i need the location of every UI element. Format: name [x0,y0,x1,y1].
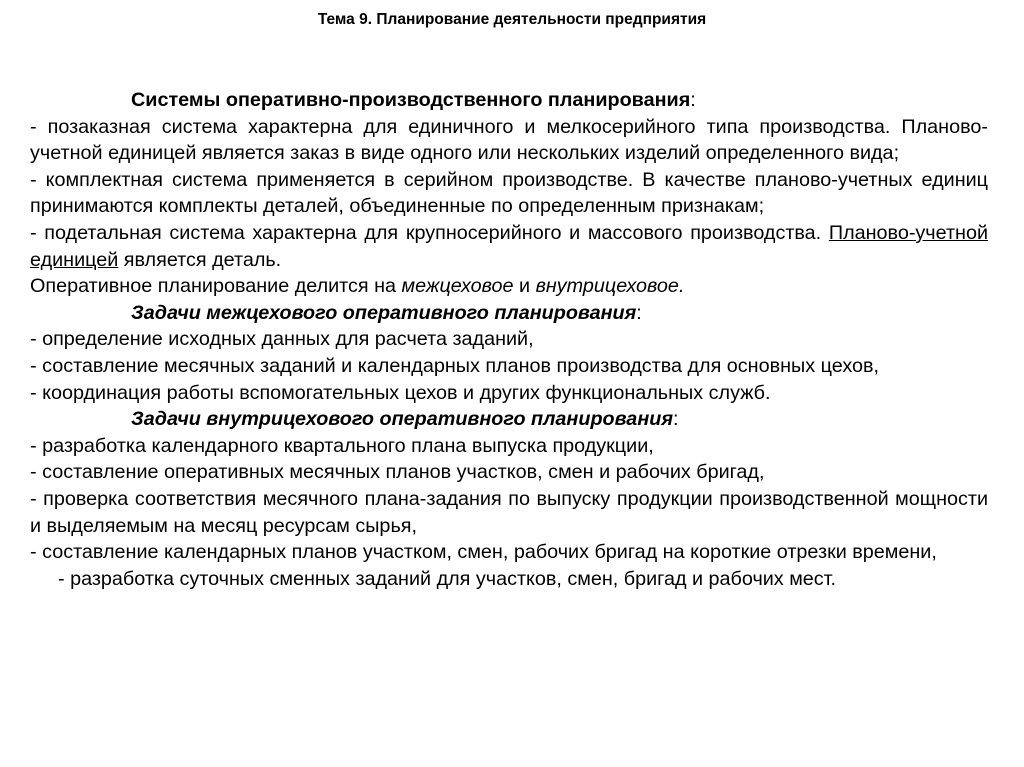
intrashop-item: - проверка соответствия месячного плана-задания по выпуску продукции производственной мощности и выделяемым на месяц ресурсам сырья, [30,487,988,537]
systems-item-complect: - комплектная система применяется в серийном производстве. В качестве планово-учетных единиц принимаются комплекты деталей, объединенные по определенным признакам; [30,168,988,218]
intershop-item: - определение исходных данных для расчета заданий, [30,328,534,351]
systems-item-detail-underlined: Планово-учетной единицей [30,221,988,271]
division-text-start: Оперативное планирование делится на [30,275,402,298]
systems-item-detail-end: является деталь. [118,248,282,271]
division-term-intershop: межцеховое [401,275,514,298]
intrashop-item: - составление оперативных месячных планов участков, смен и рабочих бригад, [30,461,765,484]
intershop-heading-colon: : [636,301,642,324]
content-body [30,87,988,592]
intrashop-heading-colon: : [673,408,679,431]
intershop-heading-text: Задачи межцехового оперативного планирования [131,301,637,324]
intrashop-heading [30,406,988,433]
intershop-item: - составление месячных заданий и календарных планов производства для основных цехов, [30,354,879,377]
intrashop-item: - разработка календарного квартального плана выпуска продукции, [30,434,654,457]
intrashop-item: - составление календарных планов участком, смен, рабочих бригад на короткие отрезки времени, [30,541,937,564]
intrashop-item: - разработка суточных сменных заданий для участков, смен, бригад и рабочих мест. [58,567,837,590]
intershop-item: - координация работы вспомогательных цехов и других функциональных служб. [30,381,771,404]
page-title: Тема 9. Планирование деятельности предприятия [317,11,707,28]
division-conjunction: и [513,275,536,298]
division-term-intrashop: внутрицеховое [535,275,679,298]
systems-heading-text: Системы оперативно-производственного планирования [131,89,691,111]
intershop-heading [30,300,988,327]
systems-heading-colon: : [690,89,696,111]
planning-division-paragraph [30,273,988,300]
division-period: . [678,275,685,298]
systems-heading [30,87,988,114]
systems-item-detail-start: - подетальная система характерна для крупносерийного и массового производства. [30,221,829,244]
intrashop-heading-text: Задачи внутрицехового оперативного планирования [131,408,673,431]
systems-item-detail [30,220,988,273]
systems-item-order: - позаказная система характерна для единичного и мелкосерийного типа производства. Планово-учетной единицей является заказ в виде одного или нескольких изделий определенного вида; [30,115,988,165]
